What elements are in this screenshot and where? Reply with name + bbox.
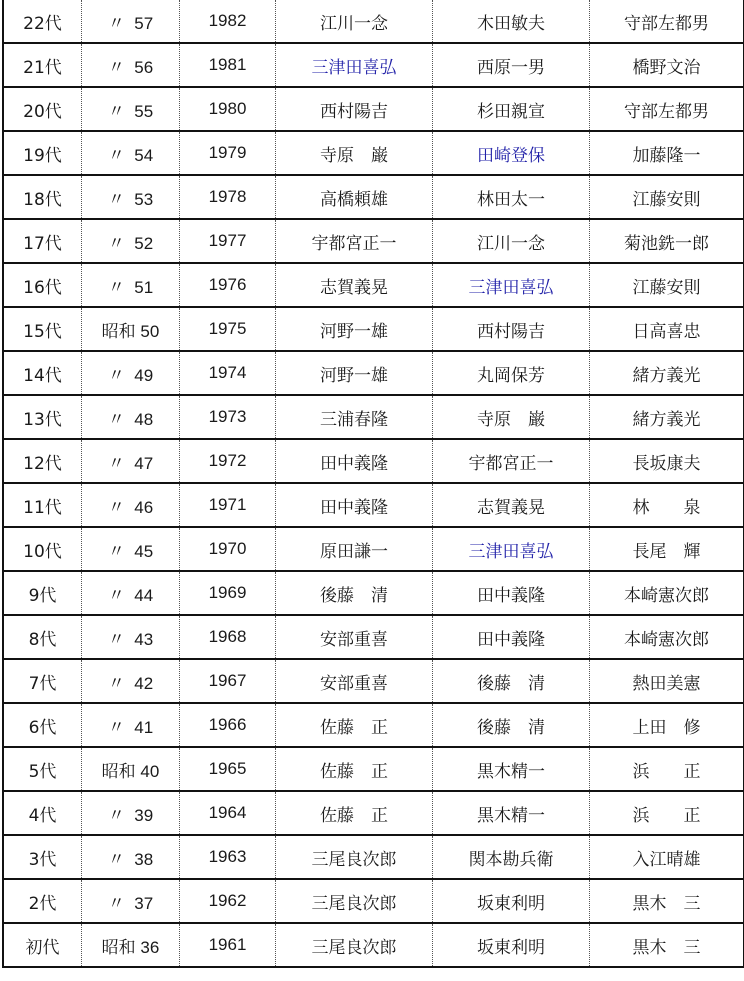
- name-cell-2: 黒木精一: [433, 791, 590, 835]
- name-cell-3: 長坂康夫: [590, 439, 744, 483]
- table-row: [3, 219, 744, 263]
- era-year-cell: 〃 43: [82, 615, 180, 659]
- table-row: [3, 923, 744, 967]
- western-year-cell: 1964: [180, 791, 276, 835]
- name-cell-1: 三尾良次郎: [276, 923, 433, 967]
- name-cell-1: 田中義隆: [276, 483, 433, 527]
- name-cell-3: 緒方義光: [590, 395, 744, 439]
- name-cell-1: 三尾良次郎: [276, 879, 433, 923]
- western-year-cell: 1969: [180, 571, 276, 615]
- name-cell-2: 宇都宮正一: [433, 439, 590, 483]
- officer-history-table: [2, 0, 744, 968]
- western-year-cell: 1978: [180, 175, 276, 219]
- era-year-cell: 〃 44: [82, 571, 180, 615]
- name-cell-1: 安部重喜: [276, 659, 433, 703]
- name-cell-1: 田中義隆: [276, 439, 433, 483]
- era-year-cell: 昭和 50: [82, 307, 180, 351]
- western-year-cell: 1977: [180, 219, 276, 263]
- western-year-cell: 1973: [180, 395, 276, 439]
- name-cell-2: 坂東利明: [433, 923, 590, 967]
- western-year-cell: 1976: [180, 263, 276, 307]
- generation-cell: 14代: [3, 351, 82, 395]
- era-year-cell: 〃 38: [82, 835, 180, 879]
- name-cell-1: 寺原 巌: [276, 131, 433, 175]
- generation-cell: 16代: [3, 263, 82, 307]
- table-row: [3, 43, 744, 87]
- generation-cell: 7代: [3, 659, 82, 703]
- name-cell-2: 杉田親宣: [433, 87, 590, 131]
- table-row: [3, 395, 744, 439]
- western-year-cell: 1980: [180, 87, 276, 131]
- name-cell-1: 安部重喜: [276, 615, 433, 659]
- generation-cell: 初代: [3, 923, 82, 967]
- name-cell-3: 長尾 輝: [590, 527, 744, 571]
- name-cell-2: 三津田喜弘: [433, 527, 590, 571]
- western-year-cell: 1961: [180, 923, 276, 967]
- era-year-cell: 〃 51: [82, 263, 180, 307]
- western-year-cell: 1970: [180, 527, 276, 571]
- western-year-cell: 1972: [180, 439, 276, 483]
- table-row: [3, 131, 744, 175]
- table-row: [3, 0, 744, 43]
- name-cell-1: 西村陽吉: [276, 87, 433, 131]
- generation-cell: 12代: [3, 439, 82, 483]
- generation-cell: 17代: [3, 219, 82, 263]
- era-year-cell: 〃 41: [82, 703, 180, 747]
- western-year-cell: 1968: [180, 615, 276, 659]
- table-row: [3, 87, 744, 131]
- era-year-cell: 〃 49: [82, 351, 180, 395]
- name-cell-1: 三尾良次郎: [276, 835, 433, 879]
- name-cell-1: 江川一念: [276, 0, 433, 43]
- name-cell-2: 丸岡保芳: [433, 351, 590, 395]
- name-cell-3: 黒木 三: [590, 879, 744, 923]
- western-year-cell: 1967: [180, 659, 276, 703]
- name-cell-2: 西村陽吉: [433, 307, 590, 351]
- table-row: [3, 175, 744, 219]
- name-cell-1: 志賀義晃: [276, 263, 433, 307]
- name-cell-1: 河野一雄: [276, 351, 433, 395]
- generation-cell: 13代: [3, 395, 82, 439]
- name-cell-2: 木田敏夫: [433, 0, 590, 43]
- name-cell-3: 守部左都男: [590, 87, 744, 131]
- western-year-cell: 1979: [180, 131, 276, 175]
- table-row: [3, 527, 744, 571]
- era-year-cell: 〃 55: [82, 87, 180, 131]
- name-cell-2: 田崎登保: [433, 131, 590, 175]
- name-cell-2: 田中義隆: [433, 615, 590, 659]
- name-cell-3: 浜 正: [590, 791, 744, 835]
- name-cell-3: 浜 正: [590, 747, 744, 791]
- generation-cell: 8代: [3, 615, 82, 659]
- name-cell-3: 緒方義光: [590, 351, 744, 395]
- name-cell-2: 江川一念: [433, 219, 590, 263]
- era-year-cell: 昭和 36: [82, 923, 180, 967]
- name-cell-3: 黒木 三: [590, 923, 744, 967]
- generation-cell: 20代: [3, 87, 82, 131]
- name-cell-3: 本崎憲次郎: [590, 571, 744, 615]
- western-year-cell: 1971: [180, 483, 276, 527]
- table-row: [3, 571, 744, 615]
- name-cell-3: 上田 修: [590, 703, 744, 747]
- table-row: [3, 439, 744, 483]
- name-cell-2: 後藤 清: [433, 703, 590, 747]
- era-year-cell: 〃 56: [82, 43, 180, 87]
- name-cell-3: 江藤安則: [590, 263, 744, 307]
- table-row: [3, 307, 744, 351]
- table-row: [3, 659, 744, 703]
- name-cell-2: 後藤 清: [433, 659, 590, 703]
- era-year-cell: 〃 46: [82, 483, 180, 527]
- table-row: [3, 351, 744, 395]
- era-year-cell: 〃 47: [82, 439, 180, 483]
- western-year-cell: 1975: [180, 307, 276, 351]
- name-cell-3: 林 泉: [590, 483, 744, 527]
- table-row: [3, 483, 744, 527]
- western-year-cell: 1966: [180, 703, 276, 747]
- table-row: [3, 791, 744, 835]
- name-cell-2: 黒木精一: [433, 747, 590, 791]
- name-cell-1: 後藤 清: [276, 571, 433, 615]
- name-cell-2: 関本勘兵衛: [433, 835, 590, 879]
- name-cell-2: 志賀義晃: [433, 483, 590, 527]
- table-row: [3, 263, 744, 307]
- name-cell-3: 江藤安則: [590, 175, 744, 219]
- name-cell-1: 佐藤 正: [276, 791, 433, 835]
- generation-cell: 2代: [3, 879, 82, 923]
- name-cell-3: 菊池銑一郎: [590, 219, 744, 263]
- generation-cell: 19代: [3, 131, 82, 175]
- name-cell-2: 寺原 巌: [433, 395, 590, 439]
- western-year-cell: 1962: [180, 879, 276, 923]
- name-cell-2: 西原一男: [433, 43, 590, 87]
- name-cell-3: 日高喜忠: [590, 307, 744, 351]
- era-year-cell: 〃 39: [82, 791, 180, 835]
- generation-cell: 3代: [3, 835, 82, 879]
- western-year-cell: 1981: [180, 43, 276, 87]
- generation-cell: 22代: [3, 0, 82, 43]
- era-year-cell: 〃 45: [82, 527, 180, 571]
- name-cell-3: 本崎憲次郎: [590, 615, 744, 659]
- name-cell-1: 宇都宮正一: [276, 219, 433, 263]
- era-year-cell: 〃 54: [82, 131, 180, 175]
- name-cell-1: 佐藤 正: [276, 703, 433, 747]
- name-cell-3: 熱田美憲: [590, 659, 744, 703]
- generation-cell: 15代: [3, 307, 82, 351]
- era-year-cell: 昭和 40: [82, 747, 180, 791]
- name-cell-3: 橋野文治: [590, 43, 744, 87]
- table-row: [3, 703, 744, 747]
- table-row: [3, 615, 744, 659]
- generation-cell: 10代: [3, 527, 82, 571]
- era-year-cell: 〃 48: [82, 395, 180, 439]
- name-cell-2: 林田太一: [433, 175, 590, 219]
- western-year-cell: 1982: [180, 0, 276, 43]
- name-cell-3: 守部左都男: [590, 0, 744, 43]
- table-row: [3, 879, 744, 923]
- western-year-cell: 1965: [180, 747, 276, 791]
- generation-cell: 11代: [3, 483, 82, 527]
- era-year-cell: 〃 53: [82, 175, 180, 219]
- name-cell-1: 三津田喜弘: [276, 43, 433, 87]
- era-year-cell: 〃 57: [82, 0, 180, 43]
- name-cell-2: 三津田喜弘: [433, 263, 590, 307]
- generation-cell: 9代: [3, 571, 82, 615]
- name-cell-3: 加藤隆一: [590, 131, 744, 175]
- name-cell-1: 高橋頼雄: [276, 175, 433, 219]
- generation-cell: 21代: [3, 43, 82, 87]
- table-row: [3, 835, 744, 879]
- western-year-cell: 1974: [180, 351, 276, 395]
- name-cell-2: 田中義隆: [433, 571, 590, 615]
- western-year-cell: 1963: [180, 835, 276, 879]
- name-cell-1: 佐藤 正: [276, 747, 433, 791]
- generation-cell: 6代: [3, 703, 82, 747]
- name-cell-3: 入江晴雄: [590, 835, 744, 879]
- era-year-cell: 〃 52: [82, 219, 180, 263]
- name-cell-1: 三浦春隆: [276, 395, 433, 439]
- era-year-cell: 〃 37: [82, 879, 180, 923]
- name-cell-1: 原田謙一: [276, 527, 433, 571]
- table-row: [3, 747, 744, 791]
- table-body: [3, 0, 744, 967]
- name-cell-2: 坂東利明: [433, 879, 590, 923]
- name-cell-1: 河野一雄: [276, 307, 433, 351]
- era-year-cell: 〃 42: [82, 659, 180, 703]
- generation-cell: 4代: [3, 791, 82, 835]
- generation-cell: 5代: [3, 747, 82, 791]
- generation-cell: 18代: [3, 175, 82, 219]
